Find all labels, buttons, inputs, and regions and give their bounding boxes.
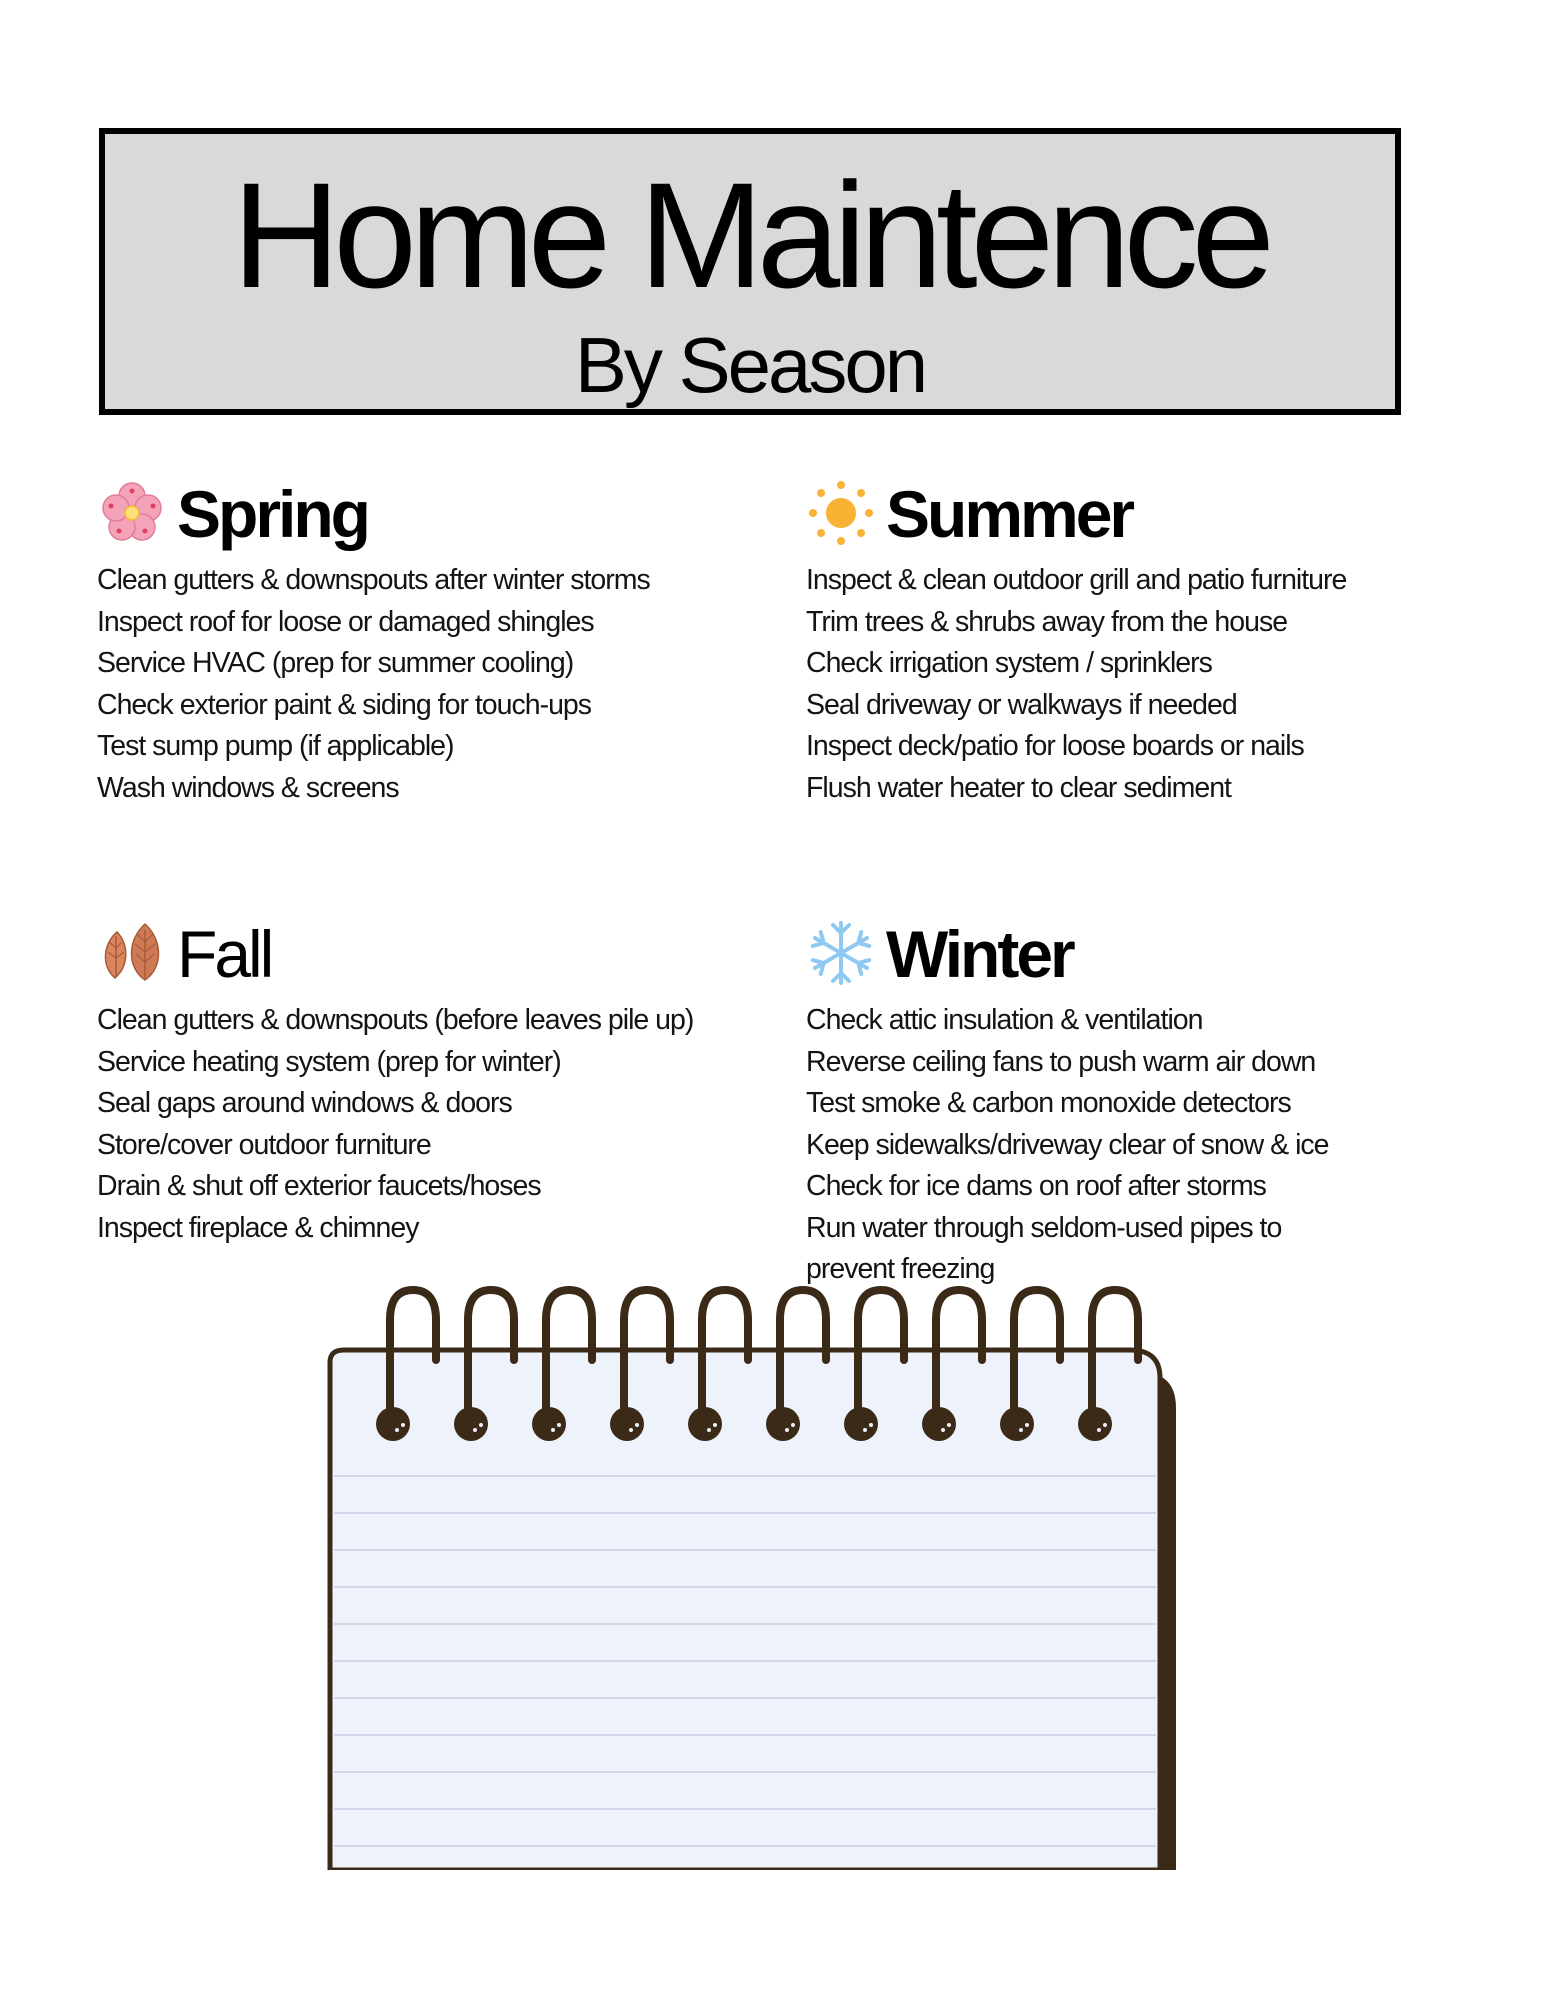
list-item: Clean gutters & downspouts (before leaves pile up)	[97, 1004, 694, 1036]
cherry-blossom-icon	[97, 478, 167, 548]
summer-section	[806, 474, 1446, 809]
list-item: Test smoke & carbon monoxide detectors	[806, 1087, 1291, 1119]
list-item: Wash windows & screens	[97, 771, 399, 804]
spiral-notepad-icon	[300, 1270, 1200, 1870]
list-item: Keep sidewalks/driveway clear of snow & ice	[806, 1128, 1329, 1161]
spring-header	[97, 474, 737, 560]
list-item: Reverse ceiling fans to push warm air down	[806, 1045, 1316, 1078]
list-item: Service HVAC (prep for summer cooling)	[97, 647, 574, 679]
spring-title: Spring	[177, 477, 368, 551]
snowflake-icon	[806, 918, 876, 988]
winter-title: Winter	[886, 917, 1073, 991]
winter-section	[806, 914, 1446, 1291]
fall-section	[97, 914, 737, 1249]
list-item: Check irrigation system / sprinklers	[806, 647, 1212, 679]
summer-title: Summer	[886, 477, 1133, 551]
page-subtitle: By Season	[574, 321, 926, 409]
spring-section	[97, 474, 737, 809]
summer-header	[806, 474, 1446, 560]
list-item: Check attic insulation & ventilation	[806, 1004, 1203, 1036]
list-item: Seal driveway or walkways if needed	[806, 688, 1237, 721]
list-item: Flush water heater to clear sediment	[806, 771, 1231, 804]
list-item: Check for ice dams on roof after storms	[806, 1170, 1266, 1202]
list-item: Inspect roof for loose or damaged shingles	[97, 605, 594, 638]
fall-task-list	[97, 1000, 737, 1249]
list-item: Run water through seldom-used pipes to	[806, 1211, 1282, 1244]
list-item: Store/cover outdoor furniture	[97, 1128, 431, 1161]
summer-task-list	[806, 560, 1446, 809]
list-item: Trim trees & shrubs away from the house	[806, 605, 1288, 638]
sun-icon	[806, 478, 876, 548]
page-title: Home Maintence	[232, 151, 1268, 319]
list-item: Inspect & clean outdoor grill and patio furniture	[806, 564, 1347, 596]
list-item: prevent freezing	[806, 1253, 995, 1285]
list-item: Test sump pump (if applicable)	[97, 730, 454, 762]
list-item: Drain & shut off exterior faucets/hoses	[97, 1170, 541, 1202]
list-item: Clean gutters & downspouts after winter storms	[97, 564, 650, 596]
title-box	[99, 128, 1401, 415]
winter-task-list	[806, 1000, 1446, 1291]
spring-task-list	[97, 560, 737, 809]
list-item: Service heating system (prep for winter)	[97, 1045, 561, 1078]
fall-header	[97, 914, 737, 1000]
list-item: Inspect fireplace & chimney	[97, 1211, 419, 1244]
list-item: Inspect deck/patio for loose boards or nails	[806, 730, 1304, 762]
list-item: Seal gaps around windows & doors	[97, 1087, 512, 1119]
list-item: Check exterior paint & siding for touch-ups	[97, 688, 592, 721]
fall-title: Fall	[177, 917, 272, 991]
winter-header	[806, 914, 1446, 1000]
fallen-leaves-icon	[97, 918, 167, 988]
